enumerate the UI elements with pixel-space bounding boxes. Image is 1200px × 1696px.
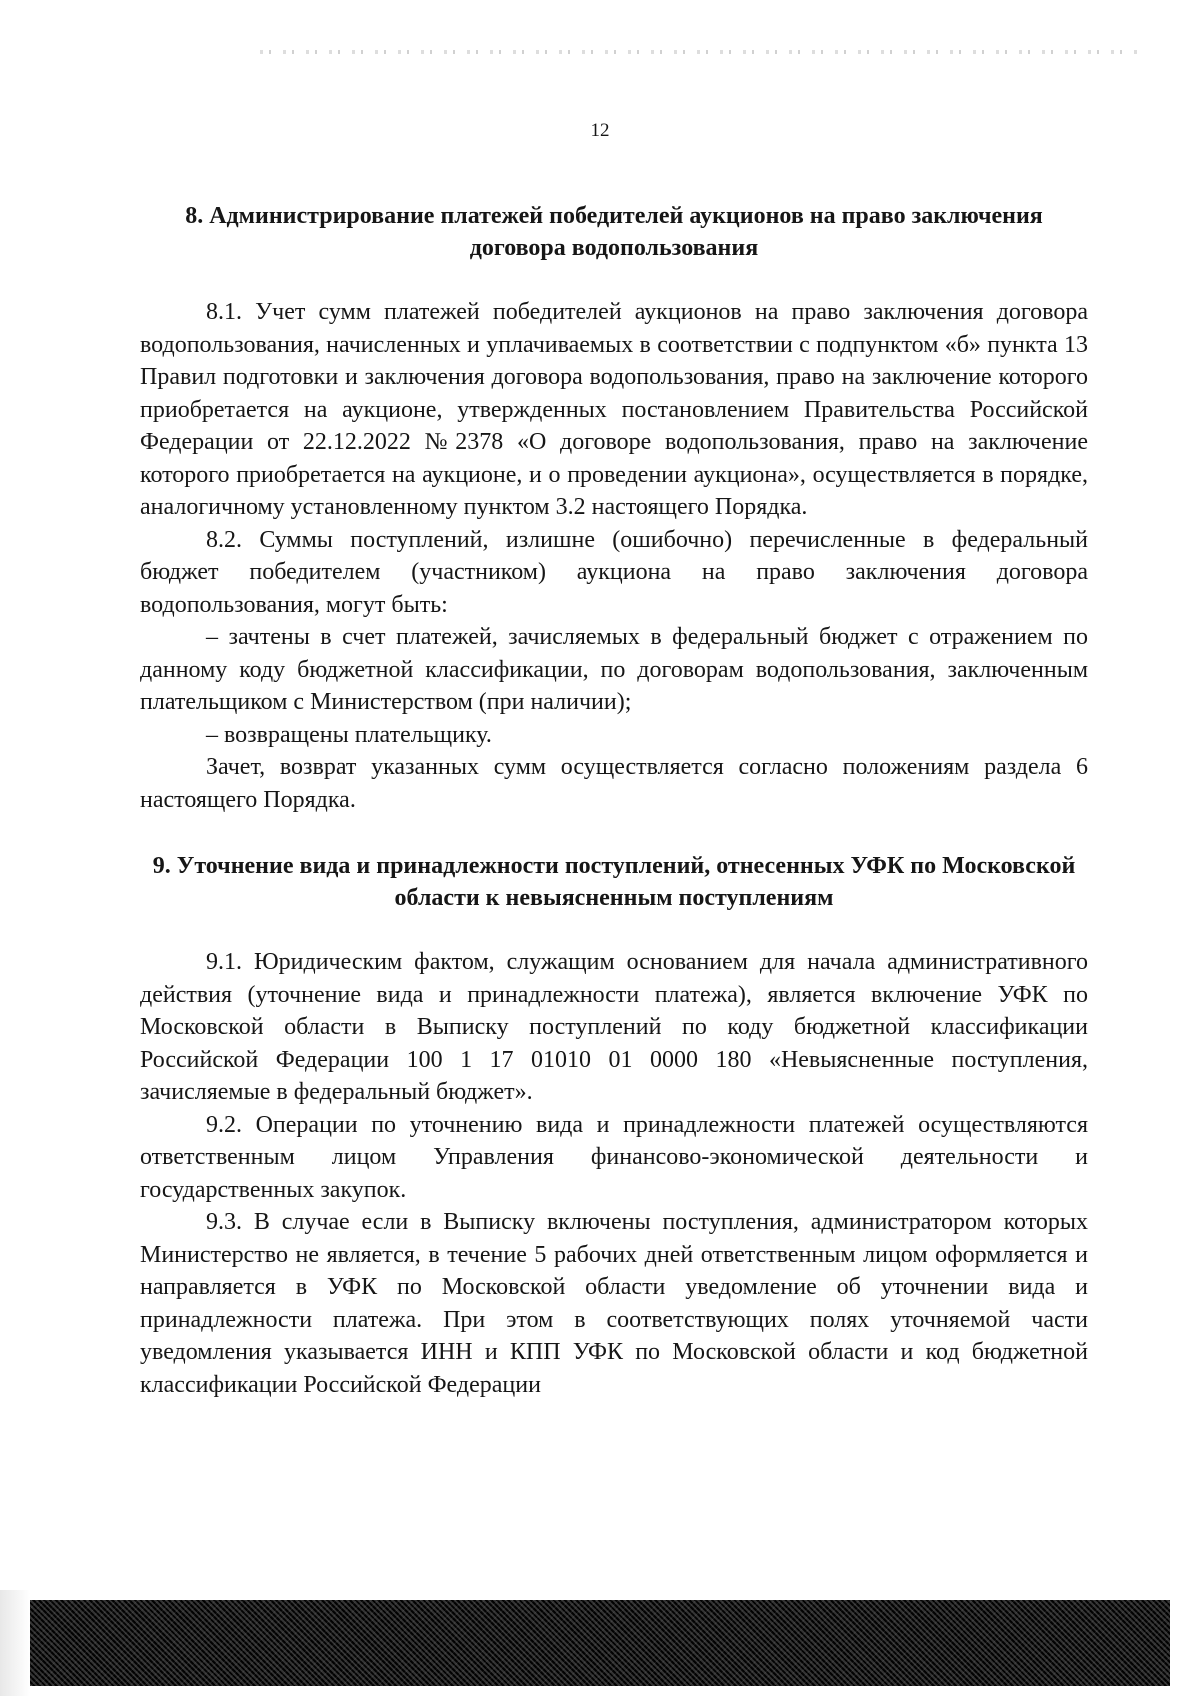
section-9-title: 9. Уточнение вида и принадлежности поступлений, отнесенных УФК по Московской области к невыясненным поступлениям	[152, 853, 1076, 911]
paragraph-8-3: Зачет, возврат указанных сумм осуществляется согласно положениям раздела 6 настоящего Порядка.	[140, 754, 1088, 813]
page-number: 12	[590, 120, 610, 141]
document-body	[140, 200, 1088, 1401]
scan-footer-band	[30, 1600, 1170, 1686]
paragraph-8-2: 8.2. Суммы поступлений, излишне (ошибочно) перечисленные в федеральный бюджет победителем (участником) аукциона на право заключения договора водопользования, могут быть:	[140, 526, 1088, 618]
paragraph-9-1: 9.1. Юридическим фактом, служащим основанием для начала административного действия (уточнение вида и принадлежности платежа), является включение УФК по Московской области в Выписку поступлений по коду бюджетной классификации Российской Федерации 100 1 17 01010 01 0000 180 «Невыясненные поступления, зачисляемые в федеральный бюджет».	[140, 949, 1088, 1105]
section-8-title: 8. Администрирование платежей победителей аукционов на право заключения договора водопользования	[185, 203, 1043, 261]
list-item-refund: – возвращены плательщику.	[206, 721, 492, 748]
paragraph-9-3: 9.3. В случае если в Выписку включены поступления, администратором которых Министерство не является, в течение 5 рабочих дней ответственным лицом оформляется и направляется в УФК по Московской области уведомление об уточнении вида и принадлежности платежа. При этом в соответствующих полях уточняемой части уведомления указывается ИНН и КПП УФК по Московской области и код бюджетной классификации Российской Федерации	[140, 1209, 1088, 1398]
scan-artifact	[260, 50, 1140, 54]
paragraph-8-1: 8.1. Учет сумм платежей победителей аукционов на право заключения договора водопользования, начисленных и уплачиваемых в соответствии с подпунктом «б» пункта 13 Правил подготовки и заключения договора водопользования, право на заключение которого приобретается на аукционе, утвержденных постановлением Правительства Российской Федерации от 22.12.2022 №2378 «О договоре водопользования, право на заключение которого приобретается на аукционе, и о проведении аукциона», осуществляется в порядке, аналогичному установленному пунктом 3.2 настоящего Порядка.	[140, 299, 1088, 520]
list-item-offset: – зачтены в счет платежей, зачисляемых в федеральный бюджет с отражением по данному коду бюджетной классификации, по договорам водопользования, заключенным плательщиком с Министерством (при наличии);	[140, 624, 1088, 715]
paragraph-9-2: 9.2. Операции по уточнению вида и принадлежности платежей осуществляются ответственным лицом Управления финансово-экономической деятельности и государственных закупок.	[140, 1111, 1088, 1203]
scan-edge	[0, 1590, 30, 1696]
